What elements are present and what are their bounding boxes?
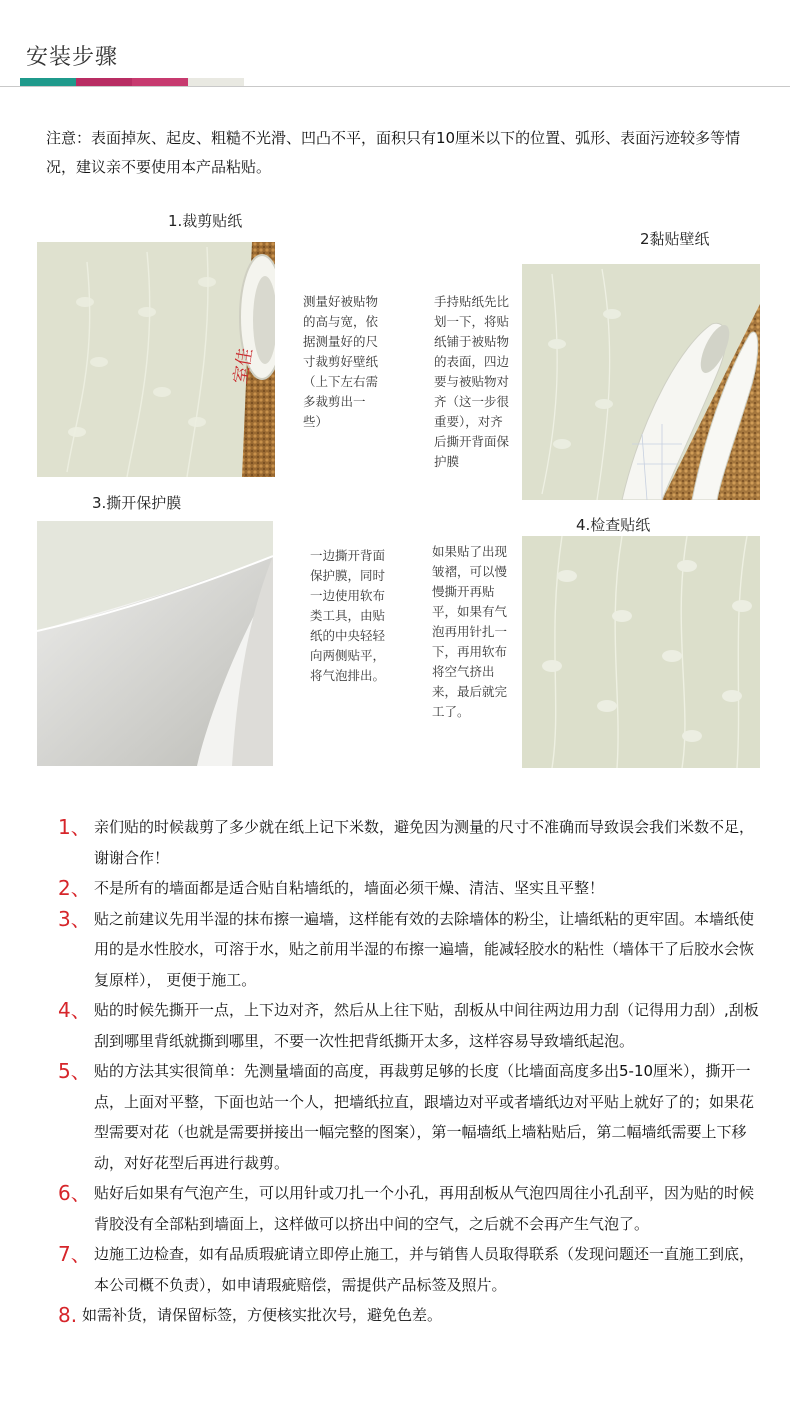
notice-text: 注意：表面掉灰、起皮、粗糙不光滑、凹凸不平，面积只有10厘米以下的位置、弧形、表面污迹较多等情况，建议亲不要使用本产品粘贴。 <box>46 129 741 176</box>
tip-text: 贴好后如果有气泡产生，可以用针或刀扎一个小孔，再用刮板从气泡四周往小孔刮平，因为贴的时候背胶没有全部粘到墙面上，这样做可以挤出中间的空气，之后就不会再产生气泡了。 <box>94 1184 755 1233</box>
header-bar-cream <box>188 78 244 86</box>
tip-number: 2、 <box>58 876 91 900</box>
step-3-title: 3.撕开保护膜 <box>92 494 182 512</box>
list-item <box>56 1300 766 1331</box>
tip-text: 不是所有的墙面都是适合贴自粘墙纸的，墙面必须干燥、清洁、坚实且平整！ <box>94 879 605 897</box>
step-4-caption: 如果贴了出现皱褶，可以慢慢撕开再贴平，如果有气泡再用针扎一下，再用软布将空气挤出来，最后就完工了。 <box>432 544 508 719</box>
list-item <box>56 995 766 1056</box>
tip-number: 3、 <box>58 906 91 931</box>
tip-number: 8. <box>58 1303 78 1327</box>
page-title: 安装步骤 <box>26 45 119 70</box>
step-1-photo <box>37 242 275 477</box>
step-4-photo <box>522 536 760 768</box>
header-bar-teal <box>20 78 76 86</box>
step-3-caption: 一边撕开背面保护膜，同时一边使用软布类工具，由贴纸的中央轻轻向两侧贴平，将气泡排出。 <box>310 548 386 683</box>
step-2-caption: 手持贴纸先比划一下，将贴纸铺于被贴物的表面，四边要与被贴物对齐（这一步很重要），对齐后撕开背面保护膜 <box>434 294 510 469</box>
tips-list <box>56 812 766 1331</box>
tip-text: 贴之前建议先用半湿的抹布擦一遍墙，这样能有效的去除墙体的粉尘，让墙纸粘的更牢固。本墙纸使用的是水性胶水，可溶于水，贴之前用半湿的布擦一遍墙，能减轻胶水的粘性（墙体干了后胶水会恢复原样）， 更便于施工。 <box>94 909 755 989</box>
list-item <box>56 1178 766 1239</box>
step-2-photo <box>522 264 760 500</box>
tip-number: 7、 <box>58 1242 91 1266</box>
step-1-caption: 测量好被贴物的高与宽，依据测量好的尺寸裁剪好壁纸（上下左右需多裁剪出一些） <box>303 294 379 429</box>
tip-text: 亲们贴的时候裁剪了多少就在纸上记下米数，避免因为测量的尺寸不准确而导致误会我们米数不足，谢谢合作！ <box>94 818 755 867</box>
step-2-title: 2黏贴壁纸 <box>640 230 710 248</box>
step-3-photo <box>37 521 273 766</box>
tip-text: 边施工边检查，如有品质瑕疵请立即停止施工，并与销售人员取得联系（发现问题还一直施工到底，本公司概不负责），如申请瑕疵赔偿，需提供产品标签及照片。 <box>94 1245 755 1294</box>
header-bar-magenta <box>76 78 132 86</box>
list-item <box>56 1239 766 1300</box>
tip-text: 贴的时候先撕开一点，上下边对齐，然后从上往下贴，刮板从中间往两边用力刮（记得用力刮）,刮板刮到哪里背纸就撕到哪里，不要一次性把背纸撕开太多，这样容易导致墙纸起泡。 <box>94 1001 759 1050</box>
tip-number: 5、 <box>58 1059 91 1083</box>
roll-label: 室佳 <box>229 346 257 386</box>
step-1-title: 1.裁剪贴纸 <box>168 212 243 230</box>
list-item <box>56 904 766 996</box>
list-item <box>56 873 766 904</box>
step-4-title: 4.检查贴纸 <box>576 516 651 534</box>
header-color-bar <box>20 78 244 86</box>
header-bar-pink <box>132 78 188 86</box>
tip-number: 6、 <box>58 1181 91 1205</box>
tip-number: 4、 <box>58 998 91 1022</box>
tip-text: 贴的方法其实很简单：先测量墙面的高度，再裁剪足够的长度（比墙面高度多出5-10厘米），撕开一点，上面对平整，下面也站一个人，把墙纸拉直，跟墙边对平或者墙纸边对平贴上就好了的；如果花型需要对花（也就是需要拼接出一幅完整的图案），第一幅墙纸上墙粘贴后，第二幅墙纸需要上下移动，对好花型后再进行裁剪。 <box>94 1062 755 1172</box>
list-item <box>56 1056 766 1178</box>
list-item <box>56 812 766 873</box>
header-divider <box>0 86 790 87</box>
tip-number: 1、 <box>58 815 91 839</box>
tip-text: 如需补货，请保留标签，方便核实批次号，避免色差。 <box>82 1306 443 1324</box>
